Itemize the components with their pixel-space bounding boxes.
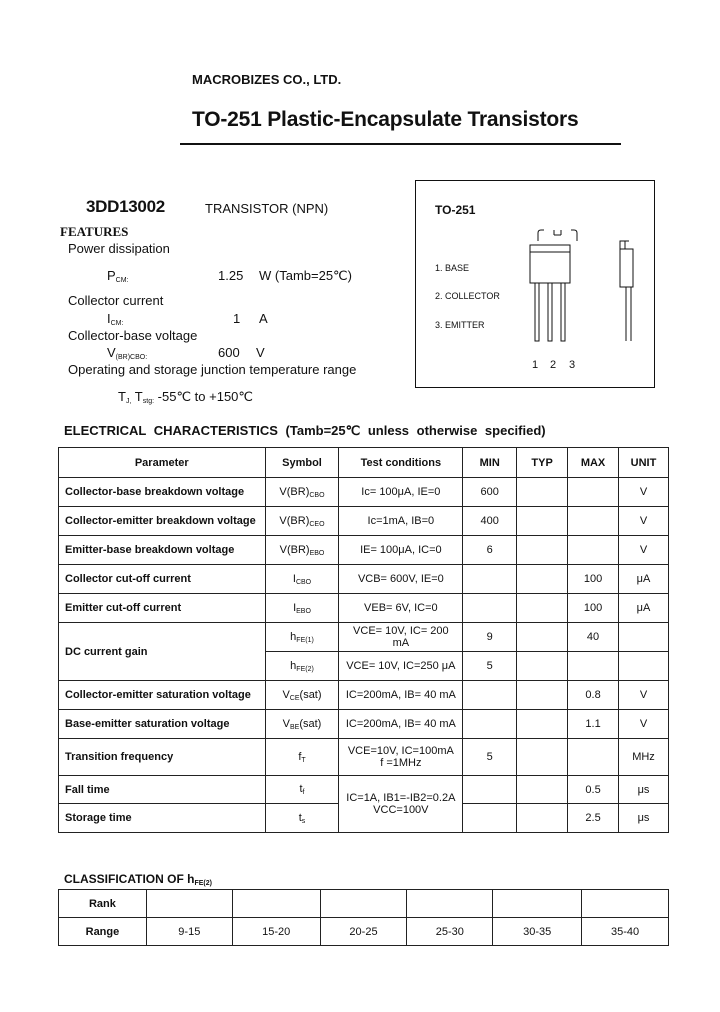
typ-cell xyxy=(517,776,568,804)
min-cell: 400 xyxy=(463,507,517,536)
pcm-unit: W (Tamb=25℃) xyxy=(259,268,352,283)
max-cell: 100 xyxy=(568,565,619,594)
test-cell: Ic=1mA, IB=0 xyxy=(339,507,463,536)
param-cell: Storage time xyxy=(59,804,266,833)
unit-cell: V xyxy=(619,536,669,565)
typ-cell xyxy=(517,507,568,536)
vcbo-value: 600 xyxy=(218,345,240,360)
power-label: Power dissipation xyxy=(68,241,170,256)
pin3-label: 3. EMITTER xyxy=(435,320,485,330)
unit-cell: μA xyxy=(619,565,669,594)
current-label: Collector current xyxy=(68,293,164,308)
typ-cell xyxy=(517,652,568,681)
typ-cell xyxy=(517,536,568,565)
header-symbol: Symbol xyxy=(265,448,339,478)
classification-table xyxy=(58,889,669,946)
typ-cell xyxy=(517,739,568,776)
header-unit: UNIT xyxy=(619,448,669,478)
table-row xyxy=(59,623,669,652)
max-cell: 1.1 xyxy=(568,710,619,739)
rank-cell xyxy=(320,890,407,918)
unit-cell: MHz xyxy=(619,739,669,776)
symbol-cell: $V(BR)_{CEO}$ xyxy=(265,507,339,536)
min-cell: 5 xyxy=(463,652,517,681)
param-cell: Collector-emitter saturation voltage xyxy=(59,681,266,710)
table-row xyxy=(59,681,669,710)
symbol-cell: $I_{CBO}$ xyxy=(265,565,339,594)
symbol-cell: $V_{CE}(sat)$ xyxy=(265,681,339,710)
rank-cell xyxy=(232,890,320,918)
rank-row xyxy=(59,890,669,918)
part-number: 3DD13002 xyxy=(86,197,165,216)
table-row xyxy=(59,776,669,804)
table-row xyxy=(59,565,669,594)
pcm-symbol: $P_{CM:}$ xyxy=(107,268,129,284)
table-row xyxy=(59,710,669,739)
symbol-cell: $V_{BE}(sat)$ xyxy=(265,710,339,739)
range-cell: 15-20 xyxy=(232,918,320,946)
header-typ: TYP xyxy=(517,448,568,478)
symbol-cell: $f_T$ xyxy=(265,739,339,776)
package-name: TO-251 xyxy=(435,203,476,217)
temp-range: $T_{J,}$ $T_{stg:}$ -55℃ to +150℃ xyxy=(118,389,254,405)
max-cell: 2.5 xyxy=(568,804,619,833)
min-cell: 6 xyxy=(463,536,517,565)
transistor-outline xyxy=(516,221,646,371)
pcm-value: 1.25 xyxy=(218,268,244,283)
symbol-cell: $I_{EBO}$ xyxy=(265,594,339,623)
max-cell: 0.8 xyxy=(568,681,619,710)
unit-cell xyxy=(619,652,669,681)
pin-number-2: 2 xyxy=(550,359,557,371)
rank-cell xyxy=(407,890,493,918)
symbol-cell: $t_f$ xyxy=(265,776,339,804)
typ-cell xyxy=(517,710,568,739)
symbol-cell: $V(BR)_{CBO}$ xyxy=(265,478,339,507)
unit-cell: V xyxy=(619,507,669,536)
test-cell: Ic= 100μA, IE=0 xyxy=(339,478,463,507)
min-cell: 9 xyxy=(463,623,517,652)
min-cell xyxy=(463,594,517,623)
min-cell: 5 xyxy=(463,739,517,776)
range-label: Range xyxy=(59,918,147,946)
range-cell: 20-25 xyxy=(320,918,407,946)
rank-label: Rank xyxy=(59,890,147,918)
param-cell: Fall time xyxy=(59,776,266,804)
voltage-label: Collector-base voltage xyxy=(68,328,198,343)
test-cell: IE= 100μA, IC=0 xyxy=(339,536,463,565)
unit-cell: V xyxy=(619,681,669,710)
symbol-cell: $h_{FE(1)}$ xyxy=(265,623,339,652)
unit-cell xyxy=(619,623,669,652)
test-cell: VEB= 6V, IC=0 xyxy=(339,594,463,623)
table-row xyxy=(59,594,669,623)
typ-cell xyxy=(517,804,568,833)
param-cell: Collector-base breakdown voltage xyxy=(59,478,266,507)
param-cell: Emitter-base breakdown voltage xyxy=(59,536,266,565)
header-max: MAX xyxy=(568,448,619,478)
header-test: Test conditions xyxy=(339,448,463,478)
table-row xyxy=(59,739,669,776)
unit-cell: μs xyxy=(619,804,669,833)
range-cell: 25-30 xyxy=(407,918,493,946)
pin1-label: 1. BASE xyxy=(435,263,470,273)
range-cell: 9-15 xyxy=(146,918,232,946)
range-cell: 30-35 xyxy=(493,918,582,946)
vcbo-symbol: $V_{(BR)CBO:}$ xyxy=(107,345,148,361)
test-cell: VCB= 600V, IE=0 xyxy=(339,565,463,594)
table-row xyxy=(59,507,669,536)
symbol-cell: $h_{FE(2)}$ xyxy=(265,652,339,681)
rank-cell xyxy=(582,890,669,918)
pin-number-3: 3 xyxy=(569,359,576,371)
pin-number-1: 1 xyxy=(532,359,539,371)
icm-symbol: $I_{CM:}$ xyxy=(107,311,124,327)
test-cell: VCE=10V, IC=100mA f =1MHz xyxy=(339,739,463,776)
company-name: MACROBIZES CO., LTD. xyxy=(192,72,342,87)
min-cell xyxy=(463,565,517,594)
icm-unit: A xyxy=(259,311,268,326)
table-header xyxy=(59,448,669,478)
typ-cell xyxy=(517,565,568,594)
max-cell: 40 xyxy=(568,623,619,652)
rank-cell xyxy=(146,890,232,918)
range-row xyxy=(59,918,669,946)
icm-value: 1 xyxy=(233,311,241,326)
min-cell xyxy=(463,681,517,710)
max-cell: 0.5 xyxy=(568,776,619,804)
unit-cell: V xyxy=(619,478,669,507)
max-cell xyxy=(568,739,619,776)
unit-cell: μA xyxy=(619,594,669,623)
typ-cell xyxy=(517,681,568,710)
header-min: MIN xyxy=(463,448,517,478)
range-cell: 35-40 xyxy=(582,918,669,946)
max-cell xyxy=(568,507,619,536)
min-cell xyxy=(463,804,517,833)
table-row xyxy=(59,536,669,565)
vcbo-unit: V xyxy=(256,345,265,360)
features-heading: FEATURES xyxy=(60,224,129,239)
pin2-label: 2. COLLECTOR xyxy=(435,291,500,301)
test-cell: IC=200mA, IB= 40 mA xyxy=(339,681,463,710)
symbol-cell: $V(BR)_{EBO}$ xyxy=(265,536,339,565)
max-cell xyxy=(568,652,619,681)
max-cell xyxy=(568,478,619,507)
param-cell: Emitter cut-off current xyxy=(59,594,266,623)
min-cell xyxy=(463,776,517,804)
max-cell: 100 xyxy=(568,594,619,623)
rank-cell xyxy=(493,890,582,918)
header-parameter: Parameter xyxy=(59,448,266,478)
test-cell: IC=1A, IB1=-IB2=0.2A VCC=100V xyxy=(339,776,463,833)
package-diagram-box xyxy=(415,180,655,388)
unit-cell: V xyxy=(619,710,669,739)
part-description: TRANSISTOR (NPN) xyxy=(205,201,329,216)
param-cell: Collector cut-off current xyxy=(59,565,266,594)
temp-label: Operating and storage junction temperature range xyxy=(68,362,357,377)
min-cell xyxy=(463,710,517,739)
param-cell: Collector-emitter breakdown voltage xyxy=(59,507,266,536)
test-cell: IC=200mA, IB= 40 mA xyxy=(339,710,463,739)
typ-cell xyxy=(517,623,568,652)
title-divider xyxy=(180,143,621,145)
classification-heading: CLASSIFICATION OF $h_{FE(2)}$ xyxy=(64,872,212,887)
param-cell: Base-emitter saturation voltage xyxy=(59,710,266,739)
min-cell: 600 xyxy=(463,478,517,507)
typ-cell xyxy=(517,478,568,507)
test-cell: VCE= 10V, IC= 200 mA xyxy=(339,623,463,652)
electrical-table xyxy=(58,447,669,833)
param-cell: Transition frequency xyxy=(59,739,266,776)
test-cell: VCE= 10V, IC=250 μA xyxy=(339,652,463,681)
page-title: TO-251 Plastic-Encapsulate Transistors xyxy=(192,108,579,131)
unit-cell: μs xyxy=(619,776,669,804)
electrical-heading: ELECTRICAL CHARACTERISTICS (Tamb=25℃ unless otherwise specified) xyxy=(64,423,546,438)
typ-cell xyxy=(517,594,568,623)
symbol-cell: $t_s$ xyxy=(265,804,339,833)
table-row xyxy=(59,478,669,507)
param-cell: DC current gain xyxy=(59,623,266,681)
max-cell xyxy=(568,536,619,565)
